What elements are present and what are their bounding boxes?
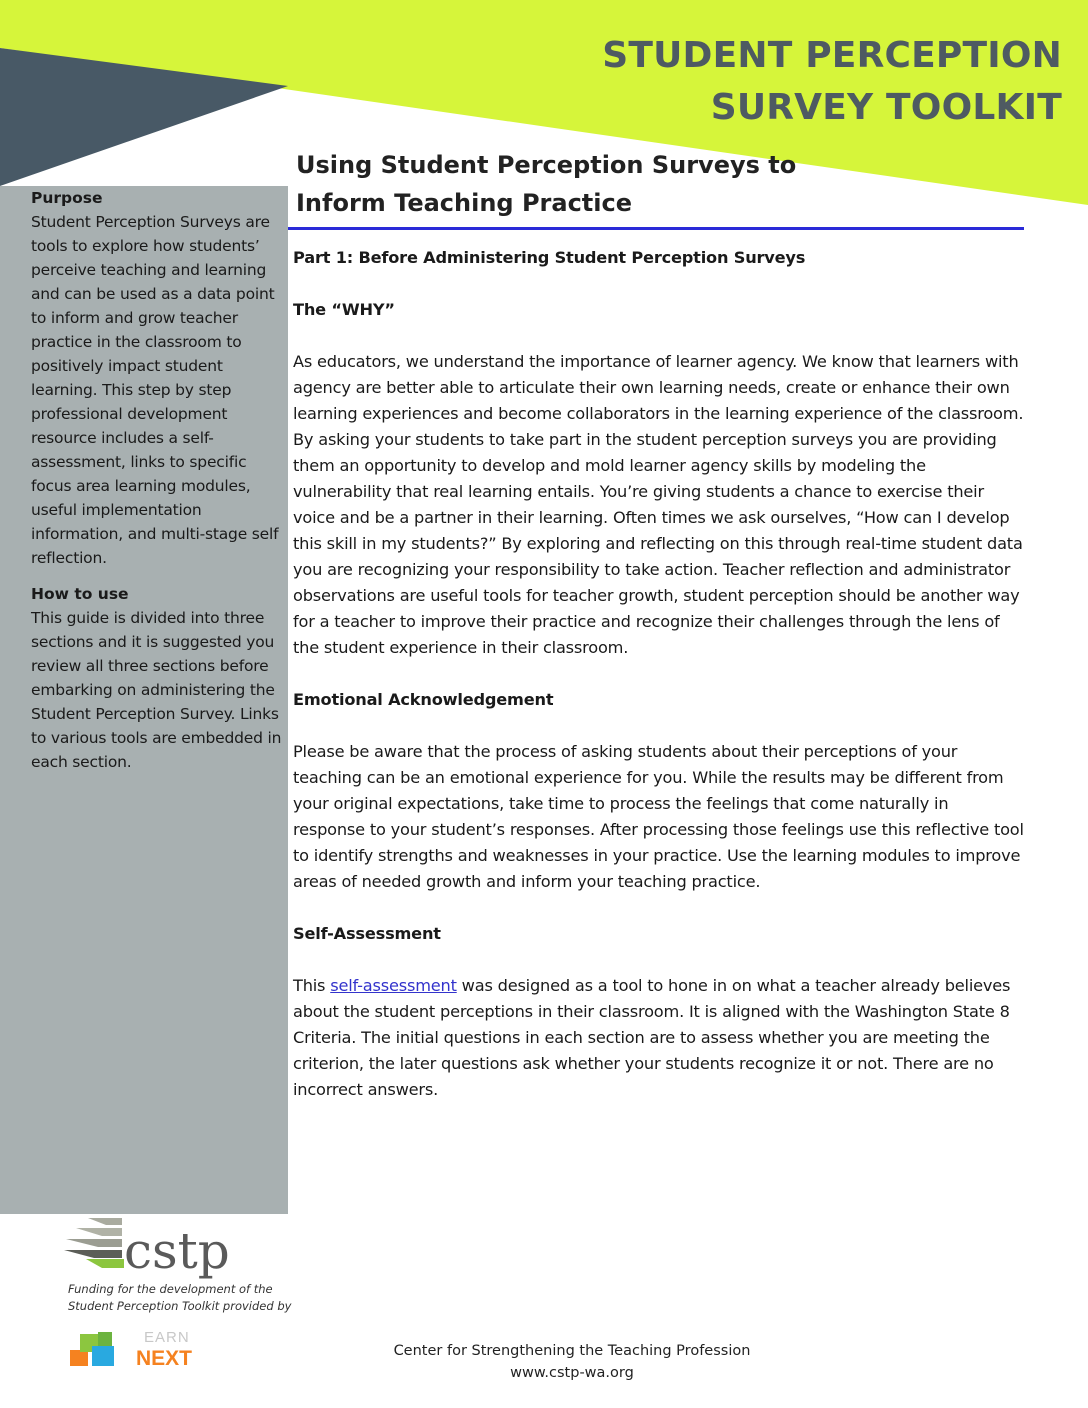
funding-line2: Student Perception Toolkit provided by bbox=[68, 1299, 292, 1313]
cstp-logo bbox=[62, 1212, 242, 1282]
learn-logo-line1: EARN bbox=[144, 1329, 190, 1346]
emotional-heading: Emotional Acknowledgement bbox=[293, 690, 554, 709]
cstp-logo-text: cstp bbox=[124, 1222, 230, 1280]
learn-next-logo bbox=[68, 1326, 208, 1370]
toolkit-title-line2: SURVEY TOOLKIT bbox=[710, 87, 1062, 128]
document-title-line2: Inform Teaching Practice bbox=[296, 189, 633, 217]
toolkit-title-line1: STUDENT PERCEPTION bbox=[602, 35, 1062, 76]
purpose-text: Student Perception Surveys are tools to explore how students’ perceive teaching and learning and can be used as a data point to inform and grow teacher practice in the classroom to positively impact student learning. This step by step professional development resource includes a self-assessment, links to specific focus area learning modules, useful implementation information, and multi-stage self reflection. bbox=[31, 213, 279, 567]
purpose-heading: Purpose bbox=[31, 189, 103, 207]
self-assessment-heading: Self-Assessment bbox=[293, 924, 441, 943]
footer-org: Center for Strengthening the Teaching Profession bbox=[393, 1343, 751, 1359]
why-heading: The “WHY” bbox=[293, 300, 395, 319]
funding-credit bbox=[68, 1281, 328, 1315]
logo-step-green bbox=[86, 1259, 124, 1268]
logo-step-top bbox=[88, 1218, 122, 1225]
logo-block-orange bbox=[70, 1350, 88, 1366]
logo-step-2 bbox=[76, 1228, 122, 1236]
sidebar bbox=[0, 186, 288, 1214]
how-to-use-heading: How to use bbox=[31, 585, 129, 603]
why-paragraph: As educators, we understand the importance of learner agency. We know that learners with agency are better able to articulate their own learning needs, create or enhance their own learning experiences and become collaborators in the learning experience of the classroom. By asking your students to take part in the student perception surveys you are providing them an opportunity to develop and mold learner agency skills by modeling the vulnerability that real learning entails. You’re giving students a chance to exercise their voice and be a partner in their learning. Often times we ask ourselves, “How can I develop this skill in my students?” By exploring and reflecting on this through real-time student data you are recognizing your responsibility to take action. Teacher reflection and administrator observations are useful tools for teacher growth, student perception should be another way for a teacher to improve their practice and recognize their challenges through the lens of the student experience in their classroom. bbox=[293, 352, 1024, 657]
logo-step-3 bbox=[66, 1239, 122, 1247]
footer bbox=[340, 1340, 804, 1384]
self-assessment-prefix: This bbox=[293, 976, 331, 995]
self-assessment-link[interactable]: self-assessment bbox=[330, 976, 457, 995]
self-assessment-suffix: was designed as a tool to hone in on what a teacher already believes about the student perceptions in their classroom. It is aligned with the Washington State 8 Criteria. The initial questions in each section are to assess whether you are meeting the criterion, the later questions ask whether your students recognize it or not. There are no incorrect answers. bbox=[293, 976, 1011, 1099]
logo-block-blue bbox=[92, 1346, 114, 1366]
title-divider bbox=[288, 227, 1024, 230]
footer-url[interactable]: www.cstp-wa.org bbox=[510, 1365, 634, 1381]
self-assessment-paragraph bbox=[293, 973, 1025, 1103]
learn-logo-line2: NEXT bbox=[136, 1347, 193, 1370]
logo-block-green-2 bbox=[98, 1332, 112, 1346]
toolkit-title bbox=[362, 30, 1062, 134]
emotional-paragraph: Please be aware that the process of asking students about their perceptions of your teaching can be an emotional experience for you. While the results may be different from your original expectations, take time to process the feelings that come naturally in response to your student’s responses. After processing those feelings use this reflective tool to identify strengths and weaknesses in your practice. Use the learning modules to improve areas of needed growth and inform your teaching practice. bbox=[293, 742, 1024, 891]
how-to-use-text: This guide is divided into three sections and it is suggested you review all three sections before embarking on administering the Student Perception Survey. Links to various tools are embedded in each section. bbox=[31, 609, 282, 771]
document-title bbox=[296, 146, 856, 222]
main-content bbox=[293, 245, 1025, 1129]
part-heading: Part 1: Before Administering Student Perception Surveys bbox=[293, 248, 806, 267]
logo-step-4 bbox=[64, 1250, 122, 1258]
sidebar-content bbox=[31, 186, 283, 786]
funding-line1: Funding for the development of the bbox=[68, 1282, 273, 1296]
document-title-line1: Using Student Perception Surveys to bbox=[296, 151, 797, 179]
